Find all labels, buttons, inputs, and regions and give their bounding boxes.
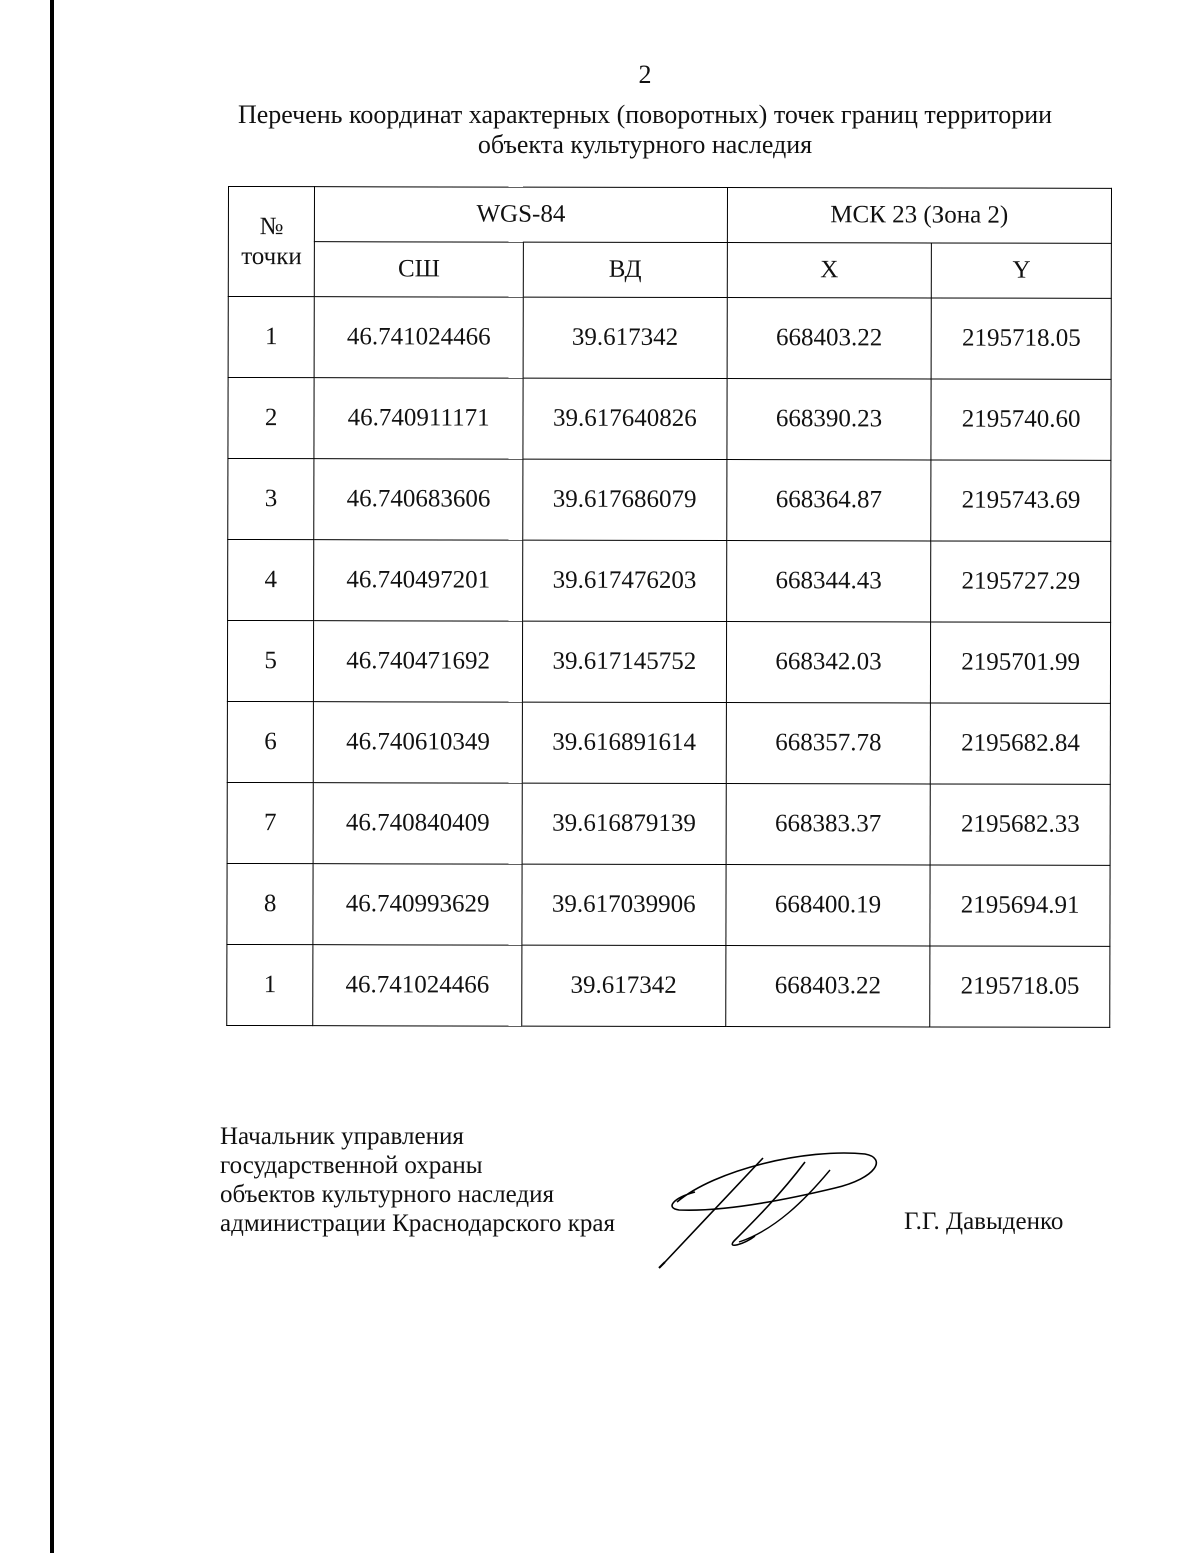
cell-y: 2195743.69	[931, 460, 1111, 541]
cell-latitude: 46.740683606	[314, 459, 523, 540]
header-y: Y	[932, 243, 1112, 298]
cell-x: 668383.37	[726, 784, 931, 865]
title-line-1: Перечень координат характерных (поворотных) точек границ территории	[237, 100, 1053, 129]
cell-longitude: 39.616879139	[522, 783, 726, 864]
header-row-columns	[228, 242, 1111, 299]
cell-longitude: 39.617640826	[523, 378, 727, 459]
header-point-number	[228, 187, 315, 297]
cell-longitude: 39.617476203	[523, 540, 727, 621]
table-row	[228, 459, 1111, 542]
cell-y: 2195718.05	[931, 298, 1111, 379]
position-line-2: государственной охраны	[220, 1152, 483, 1179]
header-latitude: СШ	[315, 242, 524, 297]
cell-y: 2195694.91	[930, 865, 1110, 946]
cell-x: 668344.43	[726, 541, 931, 622]
cell-longitude: 39.617342	[522, 945, 726, 1026]
cell-latitude: 46.741024466	[314, 297, 523, 378]
cell-x: 668403.22	[727, 298, 932, 379]
signature-stroke-middle	[732, 1162, 805, 1245]
table-row	[227, 863, 1110, 946]
table-row	[227, 944, 1110, 1027]
document-title	[200, 100, 1090, 160]
position-line-3: объектов культурного наследия	[220, 1181, 554, 1208]
cell-point-number: 6	[227, 701, 313, 782]
title-line-2: объекта культурного наследия	[477, 130, 813, 159]
cell-y: 2195727.29	[931, 541, 1111, 622]
position-line-4: администрации Краснодарского края	[220, 1210, 616, 1237]
signatory-position	[220, 1122, 615, 1238]
cell-latitude: 46.740497201	[314, 540, 523, 621]
signature-stroke-tail	[659, 1262, 665, 1268]
table-row	[227, 782, 1110, 865]
cell-point-number: 1	[228, 297, 314, 378]
cell-x: 668400.19	[726, 865, 931, 946]
cell-x: 668403.22	[725, 946, 930, 1027]
cell-point-number: 1	[227, 944, 313, 1025]
cell-x: 668342.03	[726, 622, 931, 703]
cell-latitude: 46.740993629	[313, 864, 522, 945]
cell-x: 668390.23	[727, 379, 932, 460]
cell-latitude: 46.740610349	[314, 702, 523, 783]
cell-latitude: 46.740840409	[313, 783, 522, 864]
header-point-number-sign: №	[259, 212, 284, 240]
cell-longitude: 39.616891614	[522, 702, 726, 783]
header-row-groups	[228, 187, 1111, 244]
handwritten-signature	[655, 1140, 885, 1270]
scan-edge-bar	[50, 0, 54, 1553]
cell-x: 668357.78	[726, 703, 931, 784]
page-number: 2	[638, 60, 652, 89]
table-row	[227, 621, 1110, 704]
cell-point-number: 8	[227, 863, 313, 944]
position-line-1: Начальник управления	[220, 1123, 464, 1150]
cell-longitude: 39.617342	[523, 297, 727, 378]
header-group-msk23: МСК 23 (Зона 2)	[727, 188, 1111, 244]
cell-latitude: 46.740471692	[314, 621, 523, 702]
signatory-name: Г.Г. Давыденко	[904, 1208, 1064, 1235]
cell-point-number: 5	[227, 621, 313, 702]
header-longitude: ВД	[523, 242, 727, 297]
header-point-number-word: точки	[241, 242, 302, 270]
cell-longitude: 39.617686079	[523, 459, 727, 540]
coordinates-table	[226, 186, 1112, 1028]
cell-point-number: 2	[228, 378, 314, 459]
table-row	[228, 540, 1111, 623]
table-row	[228, 297, 1111, 380]
cell-x: 668364.87	[726, 460, 931, 541]
table-row	[227, 701, 1110, 784]
cell-y: 2195718.05	[930, 946, 1110, 1027]
cell-y: 2195701.99	[931, 622, 1111, 703]
cell-y: 2195740.60	[931, 379, 1111, 460]
cell-y: 2195682.84	[931, 703, 1111, 784]
cell-y: 2195682.33	[930, 784, 1110, 865]
signature-stroke-right	[739, 1170, 830, 1242]
table-row	[228, 378, 1111, 461]
header-group-wgs84: WGS-84	[315, 187, 728, 243]
header-x: X	[727, 243, 932, 298]
cell-longitude: 39.617145752	[522, 621, 726, 702]
cell-latitude: 46.740911171	[314, 378, 523, 459]
cell-point-number: 4	[228, 540, 314, 621]
cell-longitude: 39.617039906	[522, 864, 726, 945]
cell-latitude: 46.741024466	[313, 945, 522, 1026]
signature-stroke-loop	[672, 1153, 876, 1210]
cell-point-number: 3	[228, 459, 314, 540]
cell-point-number: 7	[227, 782, 313, 863]
table-body	[227, 297, 1112, 1028]
